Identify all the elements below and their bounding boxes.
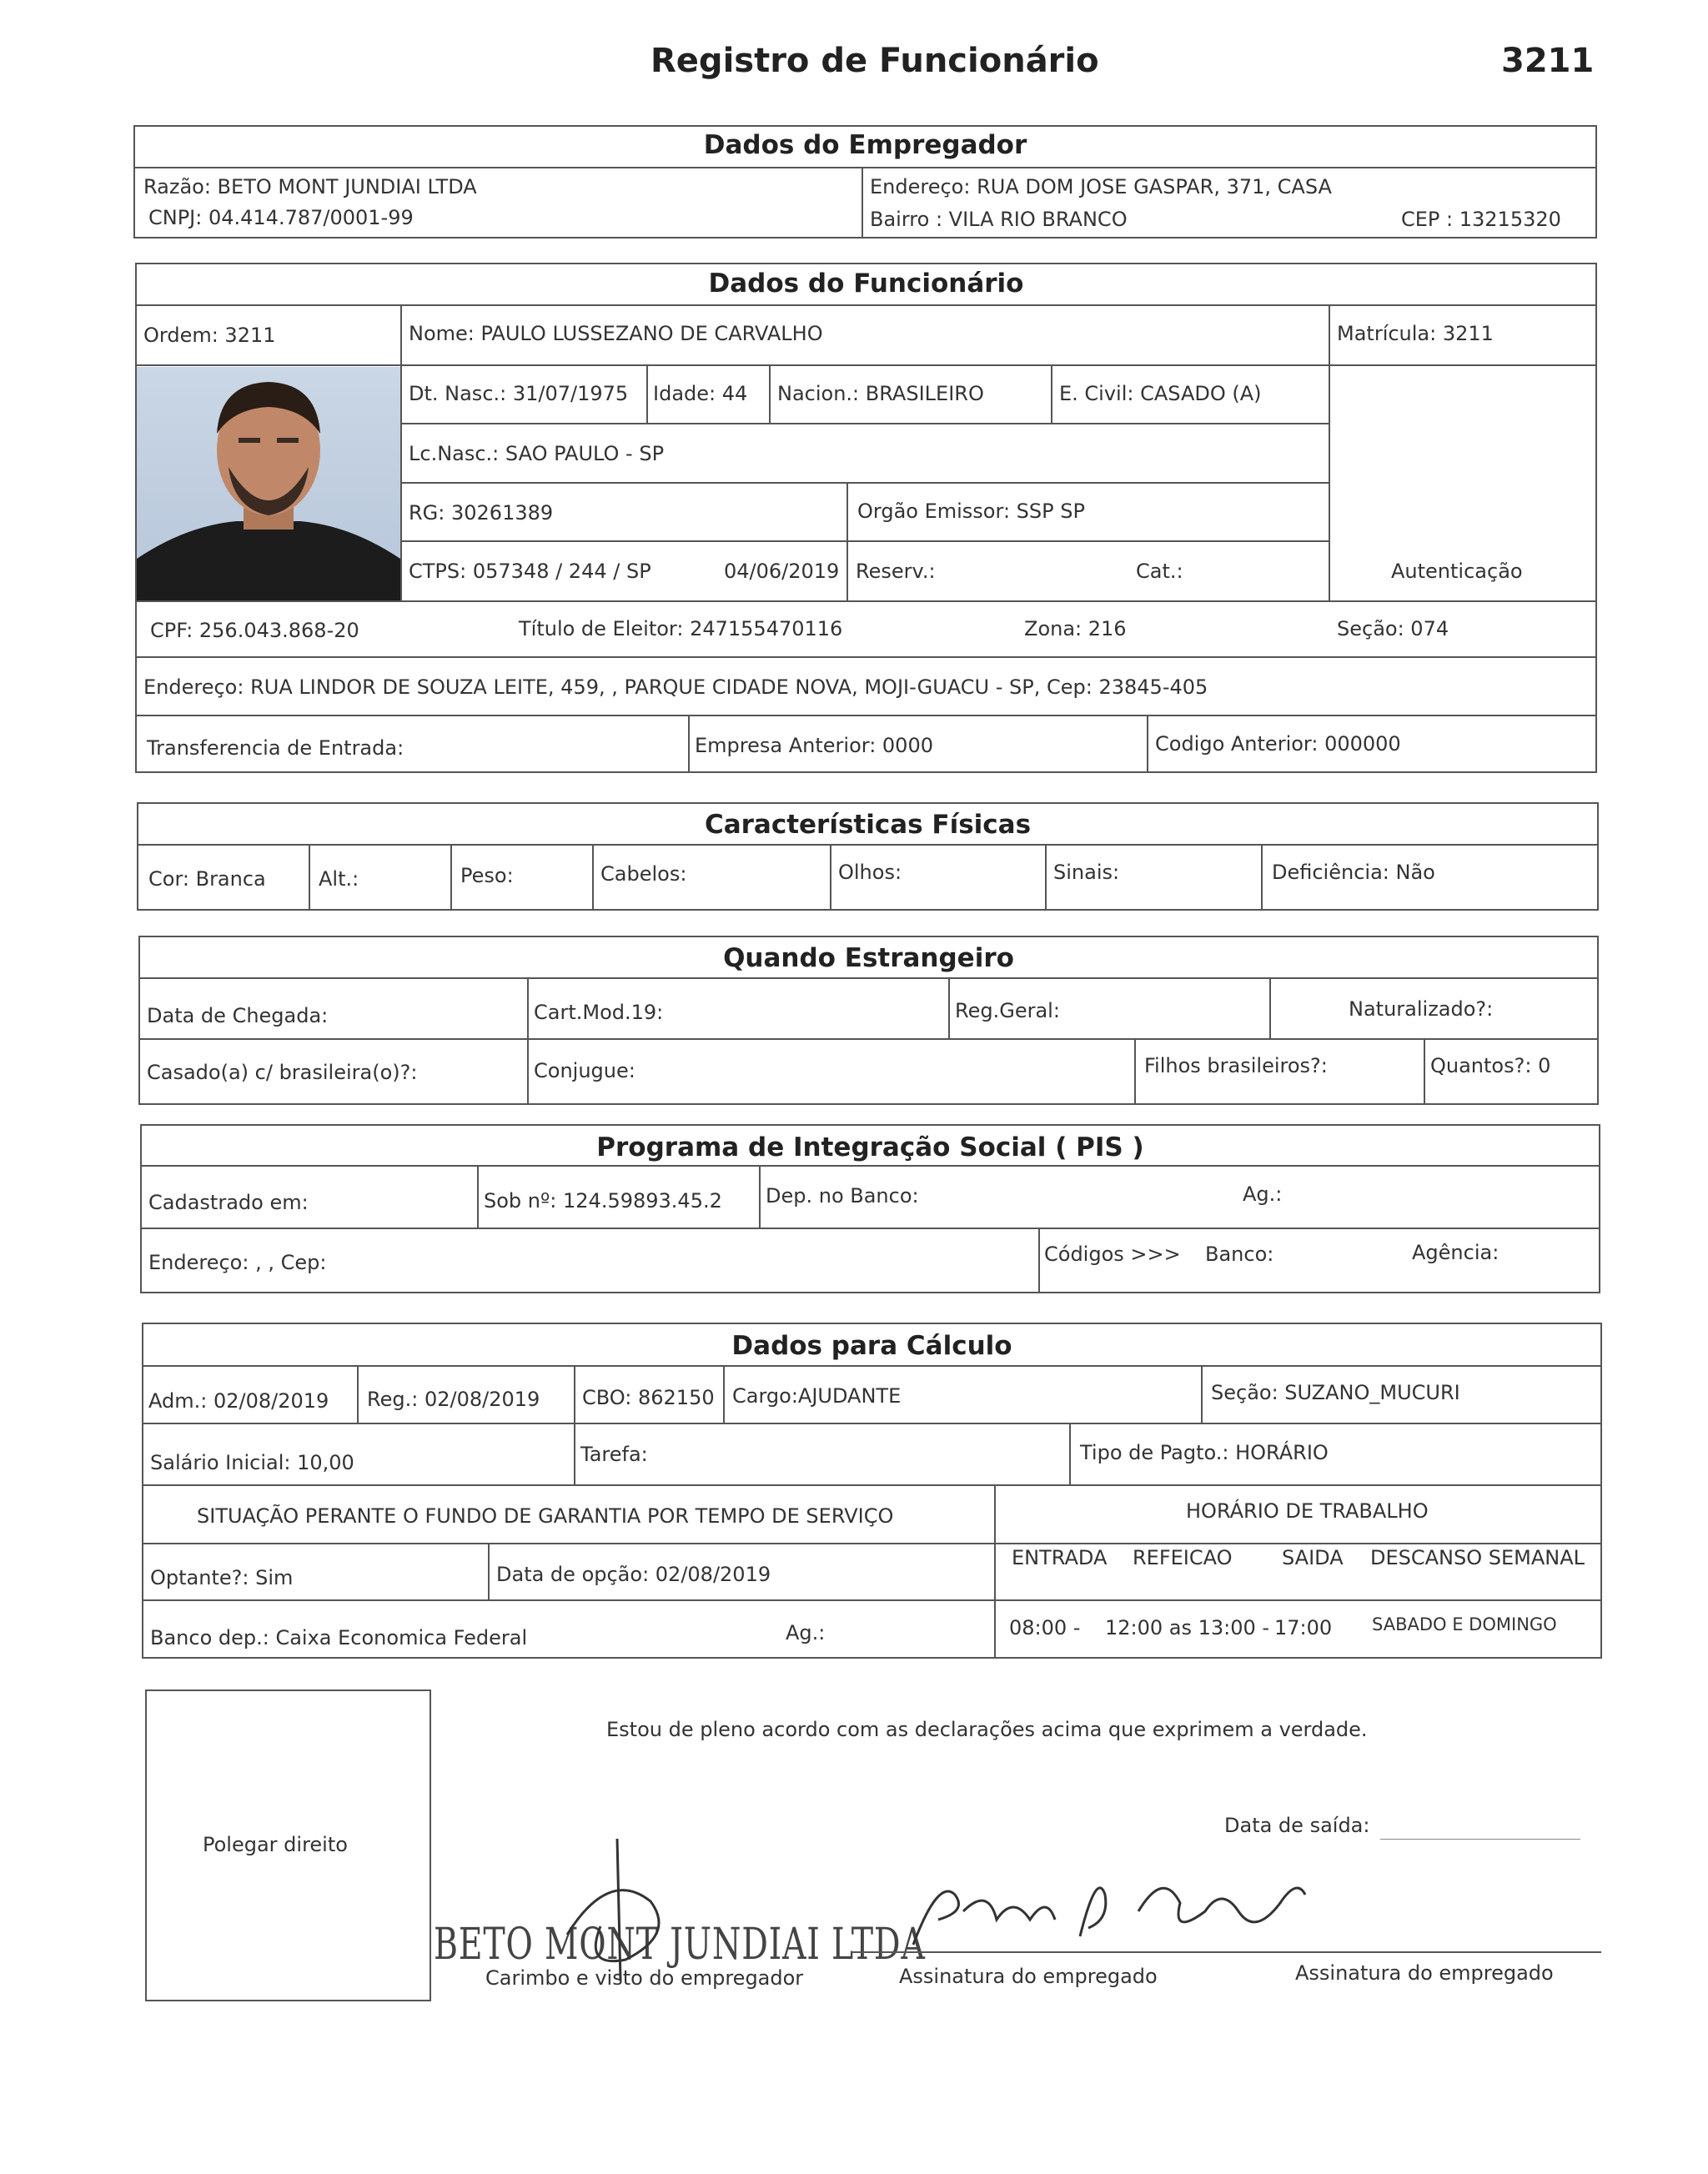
employer-heading: Dados do Empregador xyxy=(703,130,1027,160)
pis-ag: Ag.: xyxy=(1243,1182,1283,1206)
calc-data-opcao: Data de opção: 02/08/2019 xyxy=(496,1563,771,1586)
calc-fgts: SITUAÇÃO PERANTE O FUNDO DE GARANTIA POR TEMPO DE SERVIÇO xyxy=(197,1504,894,1528)
foreigner-casado: Casado(a) c/ brasileira(o)?: xyxy=(147,1061,418,1084)
employee-ordem: Ordem: 3211 xyxy=(143,324,276,347)
employee-titulo: Título de Eleitor: 247155470116 xyxy=(519,617,843,640)
calc-h1: 08:00 - xyxy=(1009,1616,1081,1639)
calc-descanso: DESCANSO SEMANAL xyxy=(1370,1546,1585,1569)
employee-ctps-data: 04/06/2019 xyxy=(724,560,840,583)
calc-cbo: CBO: 862150 xyxy=(582,1386,715,1409)
calc-heading: Dados para Cálculo xyxy=(731,1331,1012,1361)
physical-alt: Alt.: xyxy=(319,867,359,891)
employee-autenticacao: Autenticação xyxy=(1391,560,1523,583)
physical-sinais: Sinais: xyxy=(1053,861,1120,884)
employee-zona: Zona: 216 xyxy=(1024,617,1127,640)
calc-h2: 12:00 as 13:00 - xyxy=(1105,1616,1270,1639)
employee-idade: Idade: 44 xyxy=(653,382,748,405)
foreigner-reg-geral: Reg.Geral: xyxy=(955,999,1060,1022)
employee-reserv: Reserv.: xyxy=(856,560,936,583)
employee-secao: Seção: 074 xyxy=(1337,617,1449,640)
physical-cor: Cor: Branca xyxy=(148,867,266,891)
foreigner-filhos: Filhos brasileiros?: xyxy=(1144,1054,1328,1077)
pis-dep-banco: Dep. no Banco: xyxy=(766,1184,919,1207)
pis-heading: Programa de Integração Social ( PIS ) xyxy=(596,1132,1144,1162)
company-stamp: BETO MONT JUNDIAI LTDA xyxy=(434,1920,926,1970)
employee-nome: Nome: PAULO LUSSEZANO DE CARVALHO xyxy=(409,322,823,345)
employer-signature-icon xyxy=(534,1835,692,1985)
exit-date-label: Data de saída: xyxy=(1224,1814,1370,1837)
employer-razao: Razão: BETO MONT JUNDIAI LTDA xyxy=(143,175,477,198)
page-title: Registro de Funcionário xyxy=(651,42,1099,80)
employee-codigo-anterior: Codigo Anterior: 000000 xyxy=(1155,732,1401,756)
employer-cnpj: CNPJ: 04.414.787/0001-99 xyxy=(148,206,414,229)
calc-entrada: ENTRADA xyxy=(1012,1546,1108,1569)
person-silhouette-icon xyxy=(137,367,400,600)
physical-peso: Peso: xyxy=(460,864,514,887)
employee-orgao: Orgão Emissor: SSP SP xyxy=(857,500,1085,523)
employee-ctps: CTPS: 057348 / 244 / SP xyxy=(409,560,651,583)
employee-ecivil: E. Civil: CASADO (A) xyxy=(1059,382,1262,405)
calc-ag: Ag.: xyxy=(786,1621,826,1644)
calc-tipo: Tipo de Pagto.: HORÁRIO xyxy=(1080,1441,1329,1464)
calc-h4: SABADO E DOMINGO xyxy=(1372,1614,1557,1634)
foreigner-heading: Quando Estrangeiro xyxy=(723,943,1014,973)
calc-adm: Adm.: 02/08/2019 xyxy=(148,1389,329,1413)
foreigner-chegada: Data de Chegada: xyxy=(147,1004,329,1027)
pis-endereco: Endereço: , , Cep: xyxy=(148,1251,327,1274)
employee-signature-caption-1: Assinatura do empregado xyxy=(899,1965,1158,1988)
pis-agencia: Agência: xyxy=(1412,1241,1500,1264)
thumb-label: Polegar direito xyxy=(203,1833,348,1856)
declaration-text: Estou de pleno acordo com as declarações acima que exprimem a verdade. xyxy=(606,1718,1368,1741)
physical-deficiencia: Deficiência: Não xyxy=(1272,861,1435,884)
calc-reg: Reg.: 02/08/2019 xyxy=(367,1388,540,1411)
employee-signature-icon xyxy=(888,1861,1322,1961)
employee-matricula: Matrícula: 3211 xyxy=(1337,322,1494,345)
employee-dt-nasc: Dt. Nasc.: 31/07/1975 xyxy=(409,382,629,405)
physical-olhos: Olhos: xyxy=(838,861,902,884)
calc-optante: Optante?: Sim xyxy=(150,1566,294,1589)
employee-cat: Cat.: xyxy=(1136,560,1183,583)
employer-cep: CEP : 13215320 xyxy=(1401,208,1561,231)
employee-endereco: Endereço: RUA LINDOR DE SOUZA LEITE, 459, , PARQUE CIDADE NOVA, MOJI-GUACU - SP, Cep: 23845-405 xyxy=(143,675,1208,699)
record-number: 3211 xyxy=(1501,42,1595,80)
foreigner-conjugue: Conjugue: xyxy=(534,1059,635,1082)
calc-tarefa: Tarefa: xyxy=(580,1443,648,1466)
calc-horario-head: HORÁRIO DE TRABALHO xyxy=(1186,1499,1429,1523)
employee-rg: RG: 30261389 xyxy=(409,501,554,525)
calc-refeicao: REFEICAO xyxy=(1133,1546,1233,1569)
foreigner-quantos: Quantos?: 0 xyxy=(1430,1054,1551,1077)
employer-bairro: Bairro : VILA RIO BRANCO xyxy=(870,208,1128,231)
employee-transferencia: Transferencia de Entrada: xyxy=(147,736,404,760)
physical-heading: Características Físicas xyxy=(704,810,1032,840)
calc-saida: SAIDA xyxy=(1282,1546,1344,1569)
calc-banco-dep: Banco dep.: Caixa Economica Federal xyxy=(150,1626,528,1649)
calc-section xyxy=(142,1323,1602,1659)
physical-cabelos: Cabelos: xyxy=(600,862,687,886)
employee-signature-caption-2: Assinatura do empregado xyxy=(1295,1961,1554,1985)
employer-address: Endereço: RUA DOM JOSE GASPAR, 371, CASA xyxy=(870,175,1332,198)
employee-lc-nasc: Lc.Nasc.: SAO PAULO - SP xyxy=(409,442,665,465)
employee-empresa-anterior: Empresa Anterior: 0000 xyxy=(695,734,933,757)
employee-cpf: CPF: 256.043.868-20 xyxy=(150,619,359,642)
pis-banco: Banco: xyxy=(1205,1243,1274,1266)
calc-cargo: Cargo:AJUDANTE xyxy=(732,1384,902,1408)
employee-heading: Dados do Funcionário xyxy=(708,269,1024,299)
pis-cadastrado: Cadastrado em: xyxy=(148,1191,309,1214)
calc-secao: Seção: SUZANO_MUCURI xyxy=(1211,1381,1460,1404)
pis-sob: Sob nº: 124.59893.45.2 xyxy=(484,1189,722,1213)
calc-h3: 17:00 xyxy=(1274,1616,1333,1639)
pis-codigos: Códigos >>> xyxy=(1044,1243,1181,1266)
stamp-caption: Carimbo e visto do empregador xyxy=(485,1966,804,1990)
employee-nacion: Nacion.: BRASILEIRO xyxy=(777,382,984,405)
foreigner-cart: Cart.Mod.19: xyxy=(534,1001,664,1024)
foreigner-naturalizado: Naturalizado?: xyxy=(1349,997,1494,1021)
calc-salario: Salário Inicial: 10,00 xyxy=(150,1451,354,1474)
employee-photo xyxy=(137,367,400,600)
